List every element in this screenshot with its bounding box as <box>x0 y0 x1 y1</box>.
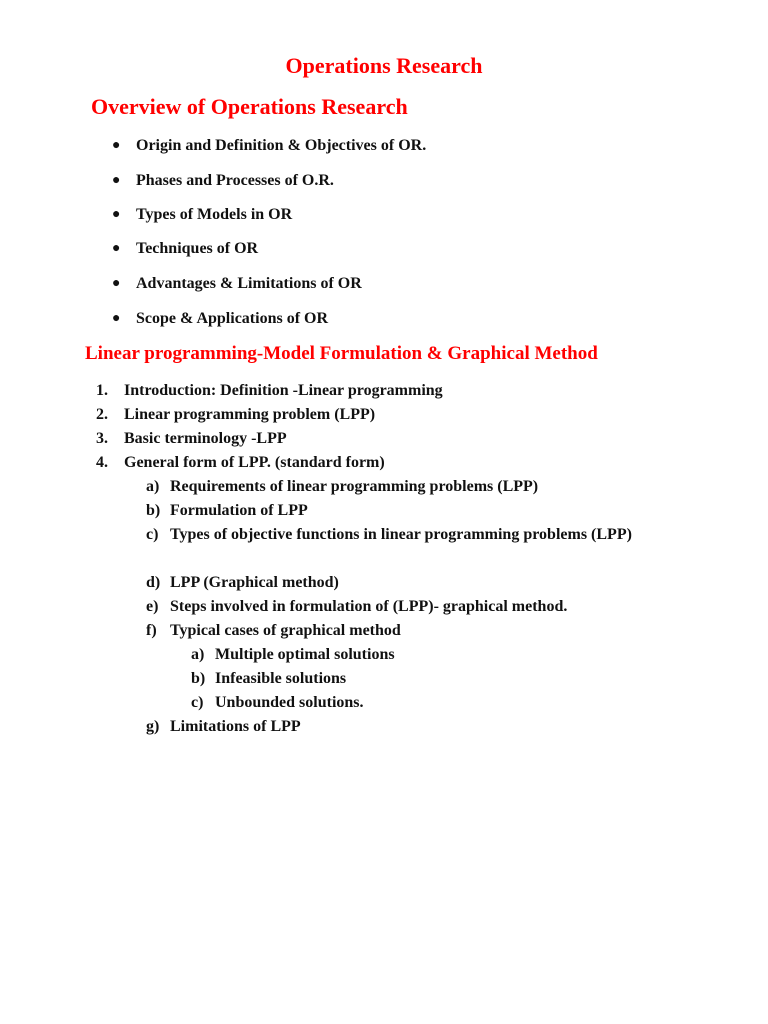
list-item-text: Linear programming problem (LPP) <box>124 406 376 423</box>
list-item-text: Basic terminology -LPP <box>124 430 287 447</box>
list-item-text: Introduction: Definition -Linear programming <box>124 382 443 399</box>
section-heading-overview: Overview of Operations Research <box>91 94 408 119</box>
section-heading-linear-programming: Linear programming-Model Formulation & Graphical Method <box>85 343 598 364</box>
list-number: 2. <box>96 406 108 423</box>
list-letter: e) <box>146 598 159 615</box>
list-item-text: Types of objective functions in linear programming problems (LPP) <box>170 526 632 543</box>
page-title: Operations Research <box>285 53 483 78</box>
bullet-icon: ● <box>112 311 121 326</box>
list-item-text: Requirements of linear programming problems (LPP) <box>170 478 539 495</box>
list-letter: c) <box>146 526 159 543</box>
bullet-icon: ● <box>112 207 121 222</box>
list-item-text: Infeasible solutions <box>215 670 347 687</box>
list-letter: b) <box>191 670 206 687</box>
bullet-icon: ● <box>112 241 121 256</box>
list-item-text: Multiple optimal solutions <box>215 646 395 663</box>
list-item-text: LPP (Graphical method) <box>170 574 339 591</box>
bullet-icon: ● <box>112 138 121 153</box>
list-number: 3. <box>96 430 108 447</box>
bullet-icon: ● <box>112 276 121 291</box>
list-item-text: Steps involved in formulation of (LPP)- graphical method. <box>170 598 568 615</box>
bullet-icon: ● <box>112 173 121 188</box>
list-letter: d) <box>146 574 161 591</box>
list-number: 1. <box>96 382 108 399</box>
list-letter: g) <box>146 718 160 735</box>
list-letter: a) <box>146 478 160 495</box>
list-letter: a) <box>191 646 205 663</box>
list-letter: f) <box>146 622 157 639</box>
list-letter: c) <box>191 694 204 711</box>
list-letter: b) <box>146 502 161 519</box>
list-item-text: Formulation of LPP <box>170 502 308 519</box>
list-item-text: Typical cases of graphical method <box>170 622 401 639</box>
list-item-text: Unbounded solutions. <box>215 694 364 711</box>
list-item-text: General form of LPP. (standard form) <box>124 454 385 471</box>
list-item-text: Limitations of LPP <box>170 718 301 735</box>
list-number: 4. <box>96 454 108 471</box>
